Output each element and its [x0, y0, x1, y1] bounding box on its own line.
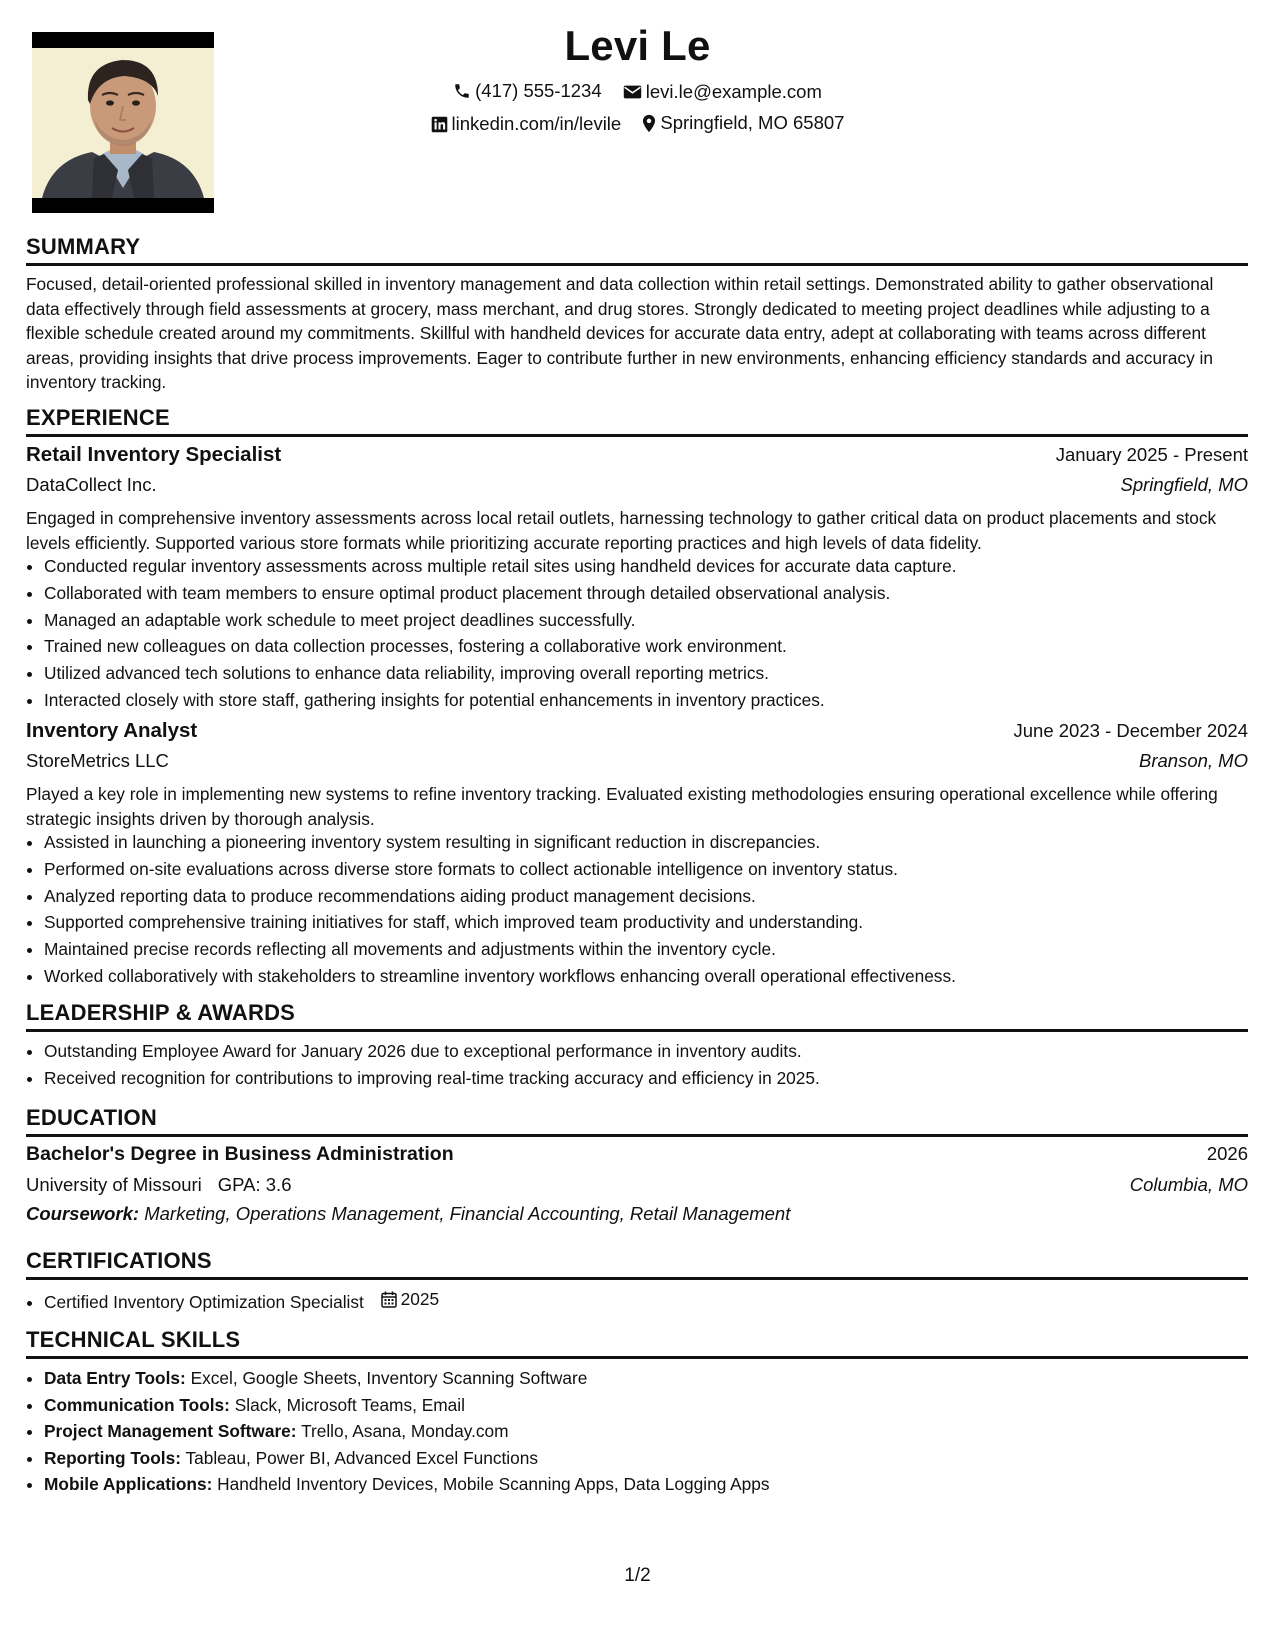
envelope-icon — [623, 84, 642, 100]
certifications-list — [26, 1286, 1266, 1316]
school-info — [26, 1174, 292, 1196]
gpa: GPA: 3.6 — [217, 1174, 292, 1195]
job-1-subheader — [26, 474, 1248, 496]
skill-label: Data Entry Tools: — [44, 1368, 186, 1388]
list-item: • Utilized advanced tech solutions to enhance data reliability, improving overall reporting metrics. — [44, 660, 1266, 687]
skill-value: Slack, Microsoft Teams, Email — [234, 1394, 465, 1415]
job-location: Branson, MO — [1139, 750, 1248, 771]
calendar-icon — [381, 1291, 397, 1308]
linkedin-contact[interactable] — [431, 113, 622, 135]
phone-contact[interactable] — [453, 80, 602, 102]
degree-title: Bachelor's Degree in Business Administration — [26, 1143, 454, 1165]
job-2-description: Played a key role in implementing new systems to refine inventory tracking. Evaluated existing methodologies ensuring operational excellence while offering strategic insights driven by thorough analysis. — [26, 784, 1218, 829]
job-2-header — [26, 719, 1248, 743]
job-company: StoreMetrics LLC — [26, 750, 169, 771]
skill-label: Mobile Applications: — [44, 1474, 213, 1494]
list-item: • Performed on-site evaluations across diverse store formats to collect actionable intelligence on inventory status. — [44, 856, 1266, 883]
email-contact[interactable] — [623, 81, 822, 103]
certification-year: 2025 — [400, 1289, 440, 1309]
list-item: • Worked collaboratively with stakeholders to streamline inventory workflows enhancing overall operational effectiveness. — [44, 963, 1266, 990]
job-company: DataCollect Inc. — [26, 474, 157, 495]
email-text: levi.le@example.com — [645, 81, 822, 102]
coursework-list: Marketing, Operations Management, Financial Accounting, Retail Management — [144, 1203, 791, 1224]
list-item — [44, 1365, 1266, 1392]
contact-line-1 — [0, 80, 1275, 105]
certification-date — [381, 1286, 439, 1313]
list-item: • Conducted regular inventory assessments across multiple retail sites using handheld devices for accurate data capture. — [44, 553, 1266, 580]
list-item: • Received recognition for contributions to improving real-time tracking accuracy and efficiency in 2025. — [44, 1065, 1266, 1092]
leadership-list — [26, 1038, 1266, 1091]
skill-value: Tableau, Power BI, Advanced Excel Functions — [185, 1447, 538, 1468]
skill-value: Excel, Google Sheets, Inventory Scanning Software — [190, 1368, 588, 1388]
skill-value: Handheld Inventory Devices, Mobile Scanning Apps, Data Logging Apps — [217, 1474, 770, 1494]
job-1-description: Engaged in comprehensive inventory assessments across local retail outlets, harnessing technology to gather critical data on product placements and stock levels efficiently. Supported various store formats while prioritizing accurate reporting practices and high levels of data fidelity. — [26, 508, 1217, 553]
linkedin-text: linkedin.com/in/levile — [451, 113, 622, 134]
education-header — [26, 1143, 1248, 1166]
contact-line-2 — [0, 112, 1275, 138]
summary-text: Focused, detail-oriented professional skilled in inventory management and data collection within retail settings. Demonstrated ability to gather observational data effectively through field assessments at grocery, mass merchant, and drug stores. Strongly dedicated to meeting project deadlines while adjusting to a flexible schedule created around my commitments. Skillful with handheld devices for accurate data entry, adept at collaborating with teams across different areas, providing insights that drive process improvements. Eager to contribute further in new environments, enhancing efficiency standards and accuracy in inventory tracking. — [26, 274, 1214, 393]
school-name: University of Missouri — [26, 1174, 202, 1195]
school-location: Columbia, MO — [1129, 1174, 1248, 1195]
job-2-bullets — [26, 829, 1266, 990]
job-title: Retail Inventory Specialist — [26, 443, 282, 466]
job-1-header — [26, 443, 1248, 467]
phone-text: (417) 555-1234 — [475, 80, 602, 101]
certification-name: Certified Inventory Optimization Specialist — [44, 1291, 364, 1312]
location-text: Springfield, MO 65807 — [660, 112, 845, 133]
list-item — [44, 1392, 1266, 1419]
job-2-subheader — [26, 750, 1248, 772]
candidate-name: Levi Le — [564, 22, 711, 69]
summary-heading: SUMMARY — [26, 234, 1248, 266]
skill-value: Trello, Asana, Monday.com — [301, 1421, 509, 1441]
skills-heading: TECHNICAL SKILLS — [26, 1327, 1248, 1359]
job-title: Inventory Analyst — [26, 719, 198, 742]
coursework — [26, 1203, 1248, 1225]
job-dates: January 2025 - Present — [1055, 444, 1248, 465]
phone-icon — [453, 82, 471, 100]
graduation-year: 2026 — [1206, 1143, 1248, 1164]
list-item — [44, 1418, 1266, 1445]
list-item: • Maintained precise records reflecting all movements and adjustments within the inventory cycle. — [44, 936, 1266, 963]
list-item: • Outstanding Employee Award for January 2026 due to exceptional performance in inventory audits. — [44, 1038, 1266, 1065]
list-item: • Managed an adaptable work schedule to meet project deadlines successfully. — [44, 607, 1266, 634]
coursework-label: Coursework: — [26, 1203, 140, 1224]
skill-label: Communication Tools: — [44, 1394, 230, 1415]
page-number: 1/2 — [624, 1565, 651, 1586]
skill-label: Reporting Tools: — [44, 1447, 181, 1468]
list-item: • Analyzed reporting data to produce recommendations aiding product management decisions. — [44, 883, 1266, 910]
map-pin-icon — [642, 114, 656, 133]
job-1-bullets — [26, 553, 1266, 714]
education-subheader — [26, 1174, 1248, 1196]
list-item: • Supported comprehensive training initiatives for staff, which improved team productivity and understanding. — [44, 909, 1266, 936]
job-location: Springfield, MO — [1120, 474, 1248, 495]
list-item — [44, 1286, 1266, 1316]
linkedin-icon — [431, 116, 448, 133]
list-item: • Interacted closely with store staff, gathering insights for potential enhancements in inventory practices. — [44, 687, 1266, 714]
list-item: • Trained new colleagues on data collection processes, fostering a collaborative work environment. — [44, 633, 1266, 660]
skill-label: Project Management Software: — [44, 1421, 297, 1441]
education-heading: EDUCATION — [26, 1105, 1248, 1137]
list-item: • Collaborated with team members to ensure optimal product placement through detailed observational analysis. — [44, 580, 1266, 607]
leadership-heading: LEADERSHIP & AWARDS — [26, 1000, 1248, 1032]
location-contact — [642, 112, 844, 134]
certifications-heading: CERTIFICATIONS — [26, 1248, 1248, 1280]
list-item — [44, 1471, 1266, 1498]
list-item: • Assisted in launching a pioneering inventory system resulting in significant reduction in discrepancies. — [44, 829, 1266, 856]
skills-list — [26, 1365, 1266, 1498]
job-dates: June 2023 - December 2024 — [1013, 720, 1248, 741]
experience-heading: EXPERIENCE — [26, 405, 1248, 437]
list-item — [44, 1445, 1266, 1472]
